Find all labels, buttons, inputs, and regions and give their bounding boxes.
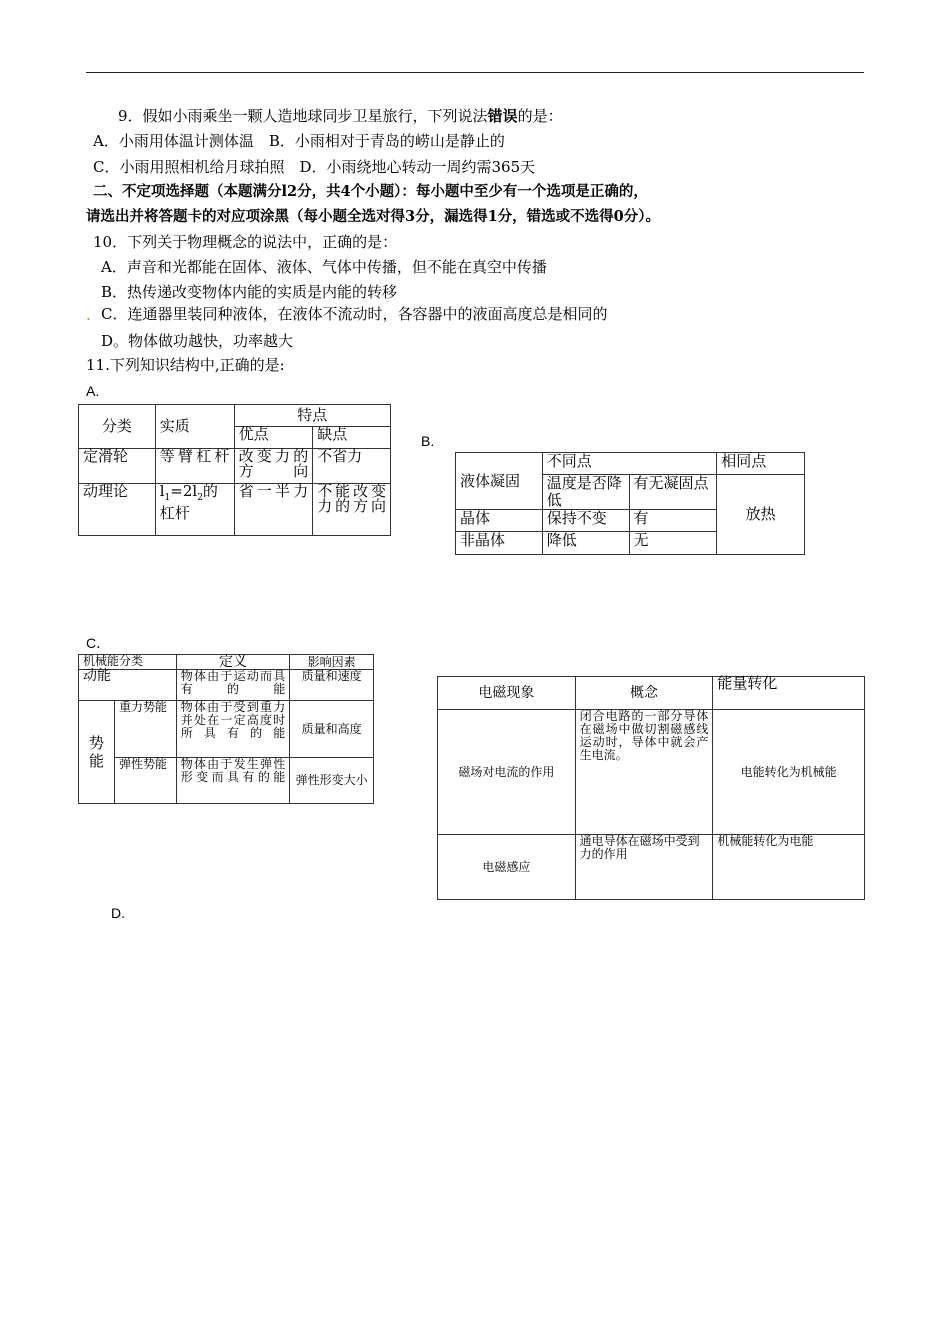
- table-d-r2-concept: 通电导体在磁场中受到力的作用: [575, 835, 713, 900]
- table-d-r1-phen: 磁场对电流的作用: [438, 710, 576, 835]
- table-c-header-def: 定义: [176, 655, 290, 670]
- table-b-header-temp: 温度是否降低: [542, 475, 629, 510]
- table-c-kinetic-name: 动能: [79, 670, 177, 701]
- table-c-potential-name: 势能: [79, 701, 115, 804]
- table-a-header-class: 分类: [79, 405, 156, 449]
- table-b: [455, 452, 805, 555]
- table-a-header-nature: 实质: [155, 405, 234, 449]
- table-c-elastic-def: 物体由于发生弹性形变而具有的能: [176, 758, 290, 804]
- table-a-r2-class: 动理论: [79, 484, 156, 536]
- table-d-header-phen: 电磁现象: [438, 677, 576, 710]
- table-b-r2-temp: 降低: [542, 532, 629, 555]
- label-d: D.: [111, 905, 125, 921]
- table-a-r2-nature: $l_1=2l_2$的杠杆: [155, 484, 234, 536]
- table-b-r2-name: 非晶体: [456, 532, 543, 555]
- q10-option-d: D。物体做功越快，功率越大: [101, 332, 294, 350]
- table-c: [78, 654, 374, 804]
- table-d-r1-concept: 闭合电路的一部分导体在磁场中做切割磁感线运动时，导体中就会产生电流。: [575, 710, 713, 835]
- table-b-r1-point: 有: [629, 510, 717, 532]
- table-c-kinetic-def: 物体由于运动而具有的能: [176, 670, 290, 701]
- table-b-r1-temp: 保持不变: [542, 510, 629, 532]
- table-a-r1-dis: 不省力: [313, 449, 391, 484]
- table-b-header-same: 相同点: [717, 453, 805, 475]
- header-rule: [86, 72, 864, 73]
- table-a-r1-adv: 改变力的方向: [234, 449, 313, 484]
- table-b-header-cond: 液体凝固: [456, 453, 543, 510]
- table-d-r2-phen: 电磁感应: [438, 835, 576, 900]
- q10-option-c: C．连通器里装同种液体，在液体不流动时，各容器中的液面高度总是相同的: [101, 305, 608, 323]
- q9-options-cd: C．小雨用照相机给月球拍照 D．小雨绕地心转动一周约需365天: [93, 158, 536, 176]
- table-b-header-point: 有无凝固点: [629, 475, 717, 510]
- table-b-r1-name: 晶体: [456, 510, 543, 532]
- table-a-r2-dis: 不能改变力的方向: [313, 484, 391, 536]
- label-a: A.: [86, 383, 100, 399]
- table-d: [437, 676, 865, 900]
- q9-stem: 9．假如小雨乘坐一颗人造地球同步卫星旅行，下列说法错误的是：: [118, 107, 563, 125]
- table-c-grav-factor: 质量和高度: [290, 701, 374, 758]
- section2-heading: 二、不定项选择题（本题满分l2分，共4个小题）：每小题中至少有一个选项是正确的，: [93, 183, 648, 200]
- table-d-r2-energy: 机械能转化为电能: [713, 835, 865, 900]
- label-c: C．: [86, 635, 111, 651]
- q10-stem: 10．下列关于物理概念的说法中，正确的是：: [93, 233, 398, 251]
- table-c-elastic-factor: 弹性形变大小: [290, 758, 374, 804]
- table-a-header-dis: 缺点: [313, 427, 391, 449]
- stray-dot: .: [86, 306, 91, 324]
- table-c-header-factor: 影响因素: [290, 655, 374, 670]
- table-a-r1-nature: 等臂杠杆: [155, 449, 234, 484]
- table-c-kinetic-factor: 质量和速度: [290, 670, 374, 701]
- q9-options-ab: A．小雨用体温计测体温 B．小雨相对于青岛的崂山是静止的: [93, 132, 505, 150]
- table-c-grav-def: 物体由于受到重力并处在一定高度时所具有的能: [176, 701, 290, 758]
- table-b-same-value: 放热: [717, 475, 805, 555]
- table-c-grav-name: 重力势能: [114, 701, 176, 758]
- table-a-r2-adv: 省一半力: [234, 484, 313, 536]
- table-b-header-diff: 不同点: [542, 453, 716, 475]
- table-d-r1-energy: 电能转化为机械能: [713, 710, 865, 835]
- table-c-header-class: 机械能分类: [79, 655, 177, 670]
- table-c-elastic-name: 弹性势能: [114, 758, 176, 804]
- q10-option-a: A．声音和光都能在固体、液体、气体中传播，但不能在真空中传播: [101, 258, 547, 276]
- table-d-header-energy: 能量转化: [713, 677, 865, 710]
- section2-instructions: 请选出并将答题卡的对应项涂黑（每小题全选对得3分，漏选得1分，错选或不选得0分）。: [86, 208, 661, 225]
- label-b: B.: [421, 433, 435, 449]
- table-d-header-concept: 概念: [575, 677, 713, 710]
- table-a: [78, 404, 391, 536]
- table-b-r2-point: 无: [629, 532, 717, 555]
- q10-option-b: B．热传递改变物体内能的实质是内能的转移: [101, 283, 398, 301]
- table-a-r1-class: 定滑轮: [79, 449, 156, 484]
- table-a-header-adv: 优点: [234, 427, 313, 449]
- table-a-header-feature: 特点: [234, 405, 390, 427]
- q11-stem: 11.下列知识结构中,正确的是:: [86, 356, 285, 374]
